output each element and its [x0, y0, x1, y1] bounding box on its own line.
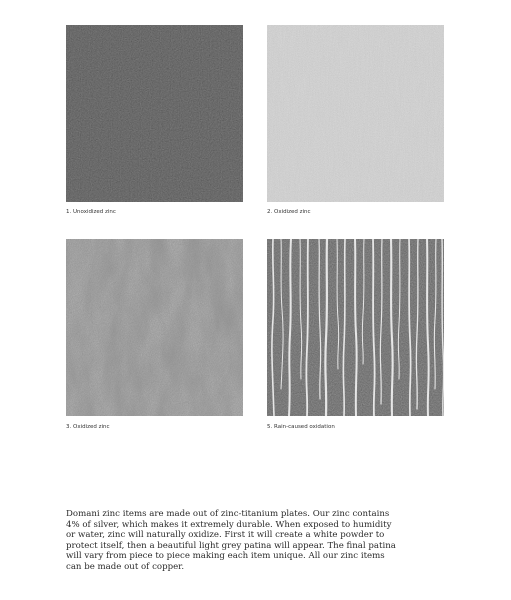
- figure-caption: 2. Oxidized zinc: [267, 209, 311, 215]
- oxidized-zinc-photo-light: [267, 25, 444, 202]
- figure-caption: 1. Unoxidized zinc: [66, 209, 116, 215]
- description-paragraph: Domani zinc items are made out of zinc-titanium plates. Our zinc contains 4% of silver, which makes it extremely durable. When exposed to humidity or water, zinc will naturally oxidize. First it will create a white powder to protect itself, then a beautiful light grey patina will appear. The final patina will vary from piece to piece making each item unique. All our zinc items can be made out of copper.: [66, 509, 396, 572]
- unoxidized-zinc-photo: [66, 25, 243, 202]
- figure-caption: 3. Oxidized zinc: [66, 424, 110, 430]
- rain-oxidation-photo: [267, 239, 444, 416]
- oxidized-zinc-photo-mottled: [66, 239, 243, 416]
- figure-caption: 5. Rain-caused oxidation: [267, 424, 335, 430]
